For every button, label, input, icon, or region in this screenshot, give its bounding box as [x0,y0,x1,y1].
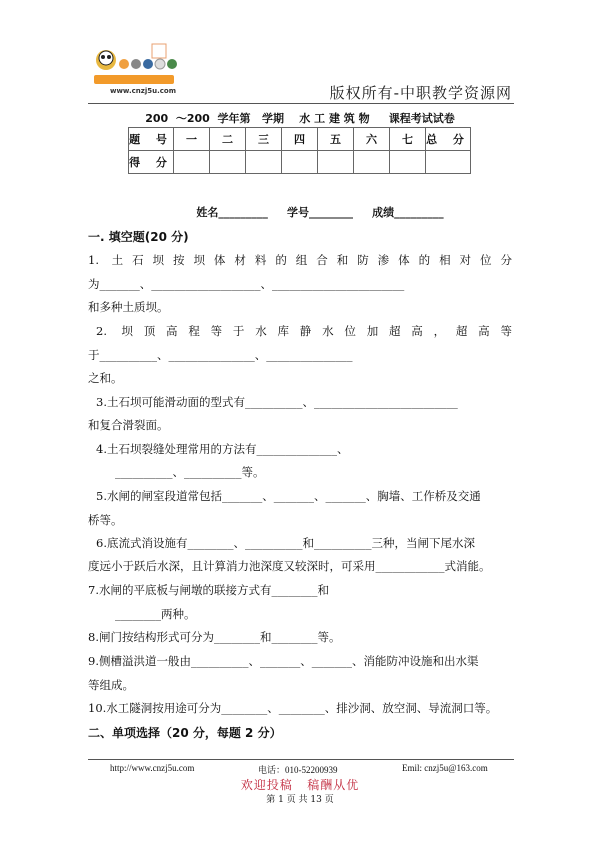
footer-divider [88,759,514,760]
question-line: 度远小于跃后水深，且计算消力池深度又较深时，可采用____________式消能。 [88,559,491,573]
question-line: 6.底流式消设施有________、__________和__________三种，当闸下尾水深 [96,536,475,550]
question-line: 等组成。 [88,678,134,692]
question-line: ________两种。 [115,607,196,621]
score-table [128,127,471,174]
question-line: 于__________、_______________、_______________ [88,348,353,362]
table-cell: 六 [354,128,390,151]
table-cell: 五 [318,128,354,151]
table-cell [174,151,210,174]
footer-motto: 欢迎投稿 稿酬从优 [240,778,360,792]
table-cell: 四 [282,128,318,151]
table-row [129,151,471,174]
table-cell [246,151,282,174]
table-cell: 题 号 [129,128,174,151]
question-line: 为_______、___________________、_______________________ [88,277,405,291]
question-line: __________、__________等。 [115,465,265,479]
footer-email: Emil: cnzj5u@163.com [402,763,488,773]
question-line: 7.水闸的平底板与闸墩的联接方式有________和 [88,583,329,597]
table-cell [318,151,354,174]
question-line: 10.水工隧洞按用途可分为________、________、排沙洞、放空洞、导流洞口等。 [88,701,498,715]
table-cell [390,151,426,174]
table-cell: 七 [390,128,426,151]
question-line: 3.土石坝可能滑动面的型式有__________、_________________________ [96,395,458,409]
table-cell [210,151,246,174]
question-line: 9.侧槽溢洪道一般由__________、_______、_______、消能防冲设施和出水渠 [88,654,479,668]
table-row [129,128,471,151]
table-cell: 一 [174,128,210,151]
question-line: 5.水闸的闸室段道常包括_______、_______、_______、胸墙、工作桥及交通 [96,489,481,503]
table-cell: 得 分 [129,151,174,174]
copyright-text: 版权所有-中职教学资源网 [329,84,512,102]
student-info-line: 姓名_________ 学号________ 成绩_________ [196,206,444,219]
question-line: 和多种土质坝。 [88,300,169,314]
question-line: 桥等。 [88,513,123,527]
question-line: 和复合滑裂面。 [88,418,169,432]
section-heading: 一. 填空题(20 分) [88,230,189,244]
footer-phone: 电话：010-52200939 [258,765,338,775]
footer-url[interactable]: http://www.cnzj5u.com [110,763,195,773]
section-heading: 二、单项选择（20 分，每题 2 分） [88,726,282,740]
site-logo [92,42,202,97]
svg-text:www.cnzj5u.com: www.cnzj5u.com [110,87,176,95]
question-line: 之和。 [88,371,123,385]
question-line: 8.闸门按结构形式可分为________和________等。 [88,630,341,644]
exam-title: 200 ～200 学年第 学期 水 工 建 筑 物 课程考试试卷 [145,112,455,125]
header-divider [88,103,514,104]
table-cell [282,151,318,174]
table-cell [426,151,471,174]
table-cell [354,151,390,174]
question-line: 4.土石坝裂缝处理常用的方法有______________、 [96,442,349,456]
table-cell: 总 分 [426,128,471,151]
page-number: 第 1 页 共 13 页 [266,795,334,805]
table-cell: 三 [246,128,282,151]
table-cell: 二 [210,128,246,151]
question-line: 2. 坝顶高程等于水库静水位加超高，超高等 [96,324,512,338]
question-line: 1. 土石坝按坝体材料的组合和防渗体的相对位分 [88,253,512,267]
